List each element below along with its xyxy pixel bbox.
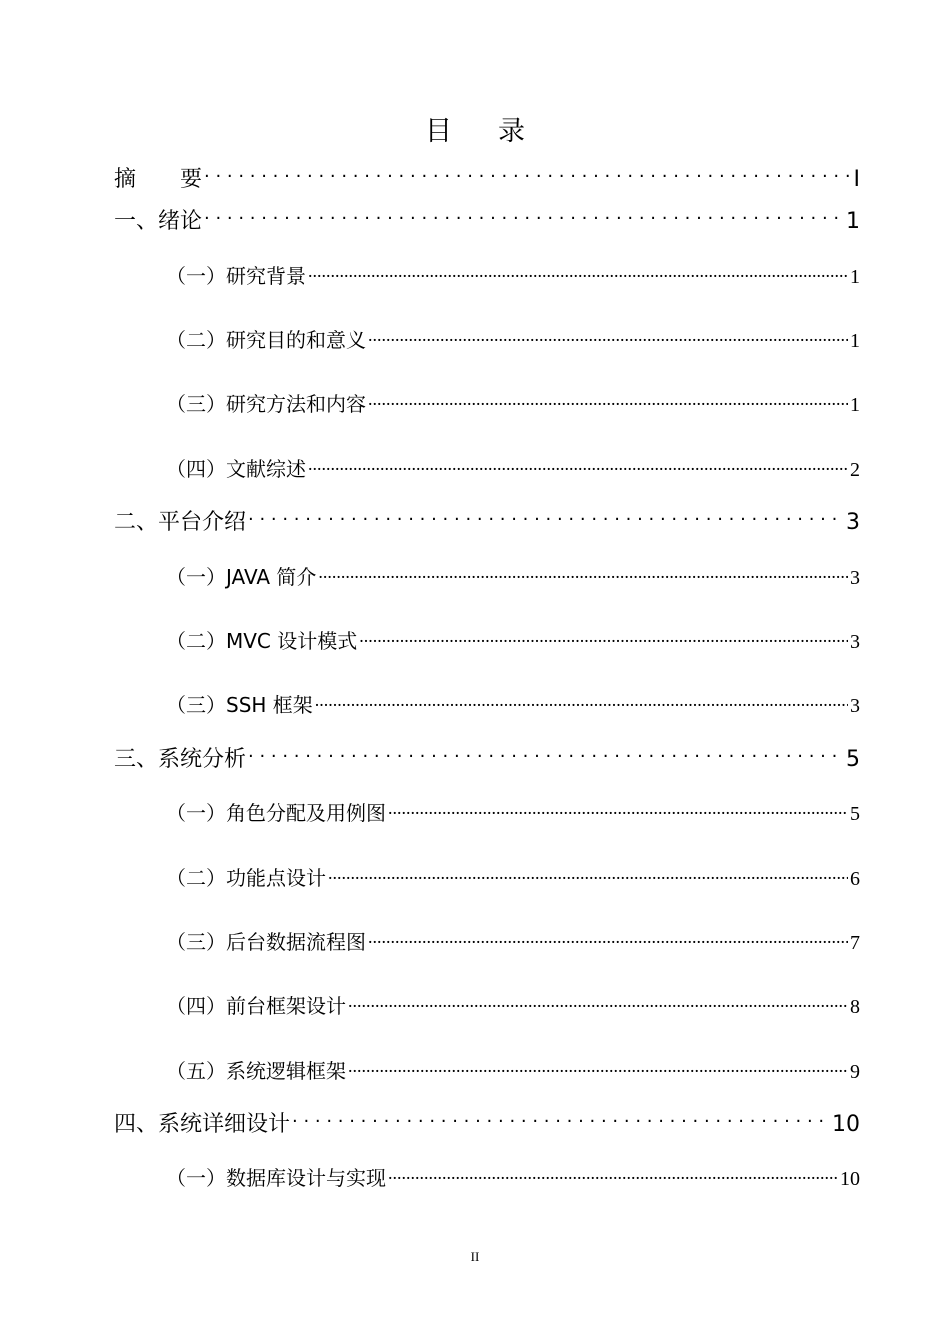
- toc-entry-label: （一）数据库设计与实现: [166, 1166, 386, 1190]
- toc-entry-label: （二）研究目的和意义: [166, 328, 366, 352]
- toc-entry-label: （三）研究方法和内容: [166, 392, 366, 416]
- toc-entry-1-3[interactable]: [166, 389, 860, 419]
- toc-entry-page: 1: [850, 330, 860, 352]
- toc-entry-3-3[interactable]: [166, 927, 860, 957]
- toc-dot-leader: [204, 164, 851, 186]
- toc-dot-leader: [315, 692, 848, 712]
- toc-entry-4-1[interactable]: [166, 1163, 860, 1193]
- toc-dot-leader: [328, 865, 848, 885]
- toc-entry-label: （二）功能点设计: [166, 866, 326, 890]
- toc-entry-page: 6: [850, 868, 860, 890]
- toc-dot-leader: [292, 1109, 830, 1131]
- toc-entry-3-5[interactable]: [166, 1056, 860, 1086]
- toc-entry-page: 5: [850, 803, 860, 825]
- toc-dot-leader: [388, 800, 848, 820]
- toc-dot-leader: [308, 263, 848, 283]
- toc-dot-leader: [368, 929, 848, 949]
- toc-entry-chapter-4[interactable]: [114, 1109, 860, 1141]
- toc-dot-leader: [308, 456, 848, 476]
- toc-dot-leader: [359, 628, 848, 648]
- toc-entry-1-2[interactable]: [166, 325, 860, 355]
- toc-entry-page: 10: [840, 1168, 860, 1190]
- toc-entry-chapter-1[interactable]: [114, 206, 860, 238]
- toc-entry-1-1[interactable]: [166, 261, 860, 291]
- toc-entry-label: （五）系统逻辑框架: [166, 1059, 346, 1083]
- toc-entry-2-2[interactable]: [166, 626, 860, 656]
- toc-entry-label: （一）角色分配及用例图: [166, 801, 386, 825]
- toc-entry-page: 8: [850, 996, 860, 1018]
- page-title: [0, 112, 950, 152]
- toc-dot-leader: [248, 507, 844, 529]
- toc-dot-leader: [388, 1165, 838, 1185]
- toc-dot-leader: [204, 206, 844, 228]
- toc-entry-chapter-3[interactable]: [114, 744, 860, 776]
- toc-entry-label: （二）MVC 设计模式: [166, 629, 358, 653]
- toc-entry-label: （三）SSH 框架: [166, 693, 313, 717]
- toc-entry-page: 1: [846, 209, 860, 234]
- toc-entry-abstract[interactable]: [114, 164, 860, 196]
- toc-entry-page: 1: [850, 266, 860, 288]
- toc-entry-chapter-2[interactable]: [114, 507, 860, 539]
- toc-entry-page: 1: [850, 394, 860, 416]
- toc-entry-3-1[interactable]: [166, 798, 860, 828]
- toc-entry-page: 10: [832, 1112, 860, 1137]
- toc-entry-page: 2: [850, 459, 860, 481]
- toc-dot-leader: [318, 564, 848, 584]
- toc-entry-2-1[interactable]: [166, 562, 860, 592]
- toc-entry-page: 9: [850, 1061, 860, 1083]
- toc-entry-3-2[interactable]: [166, 863, 860, 893]
- toc-entry-label: 二、平台介绍: [114, 510, 247, 535]
- toc-dot-leader: [368, 327, 848, 347]
- toc-entry-page: 7: [850, 932, 860, 954]
- title-part-1: 目: [425, 116, 452, 147]
- toc-entry-page: 3: [850, 631, 860, 653]
- toc-entry-label: （四）文献综述: [166, 457, 306, 481]
- toc-dot-leader: [348, 993, 848, 1013]
- toc-entry-3-4[interactable]: [166, 991, 860, 1021]
- toc-entry-2-3[interactable]: [166, 690, 860, 720]
- toc-entry-page: I: [853, 167, 860, 192]
- toc-entry-page: 3: [850, 695, 860, 717]
- toc-entry-label: 四、系统详细设计: [114, 1112, 291, 1137]
- toc-entry-label: （一）研究背景: [166, 264, 306, 288]
- toc-entry-label: 一、绪论: [114, 209, 203, 234]
- toc-entry-page: 5: [846, 747, 860, 772]
- toc-entry-label: （四）前台框架设计: [166, 994, 346, 1018]
- title-part-2: 录: [498, 116, 525, 147]
- toc-entry-label: 三、系统分析: [114, 747, 247, 772]
- toc-entry-1-4[interactable]: [166, 454, 860, 484]
- toc-dot-leader: [248, 744, 844, 766]
- toc-entry-page: 3: [846, 510, 860, 535]
- toc-entry-label: 摘 要: [114, 167, 203, 192]
- toc-dot-leader: [368, 391, 848, 411]
- toc-dot-leader: [348, 1058, 848, 1078]
- page-number-footer: II: [470, 1249, 480, 1264]
- toc-entry-label: （三）后台数据流程图: [166, 930, 366, 954]
- toc-entry-label: （一）JAVA 简介: [166, 565, 317, 589]
- toc-entry-page: 3: [850, 567, 860, 589]
